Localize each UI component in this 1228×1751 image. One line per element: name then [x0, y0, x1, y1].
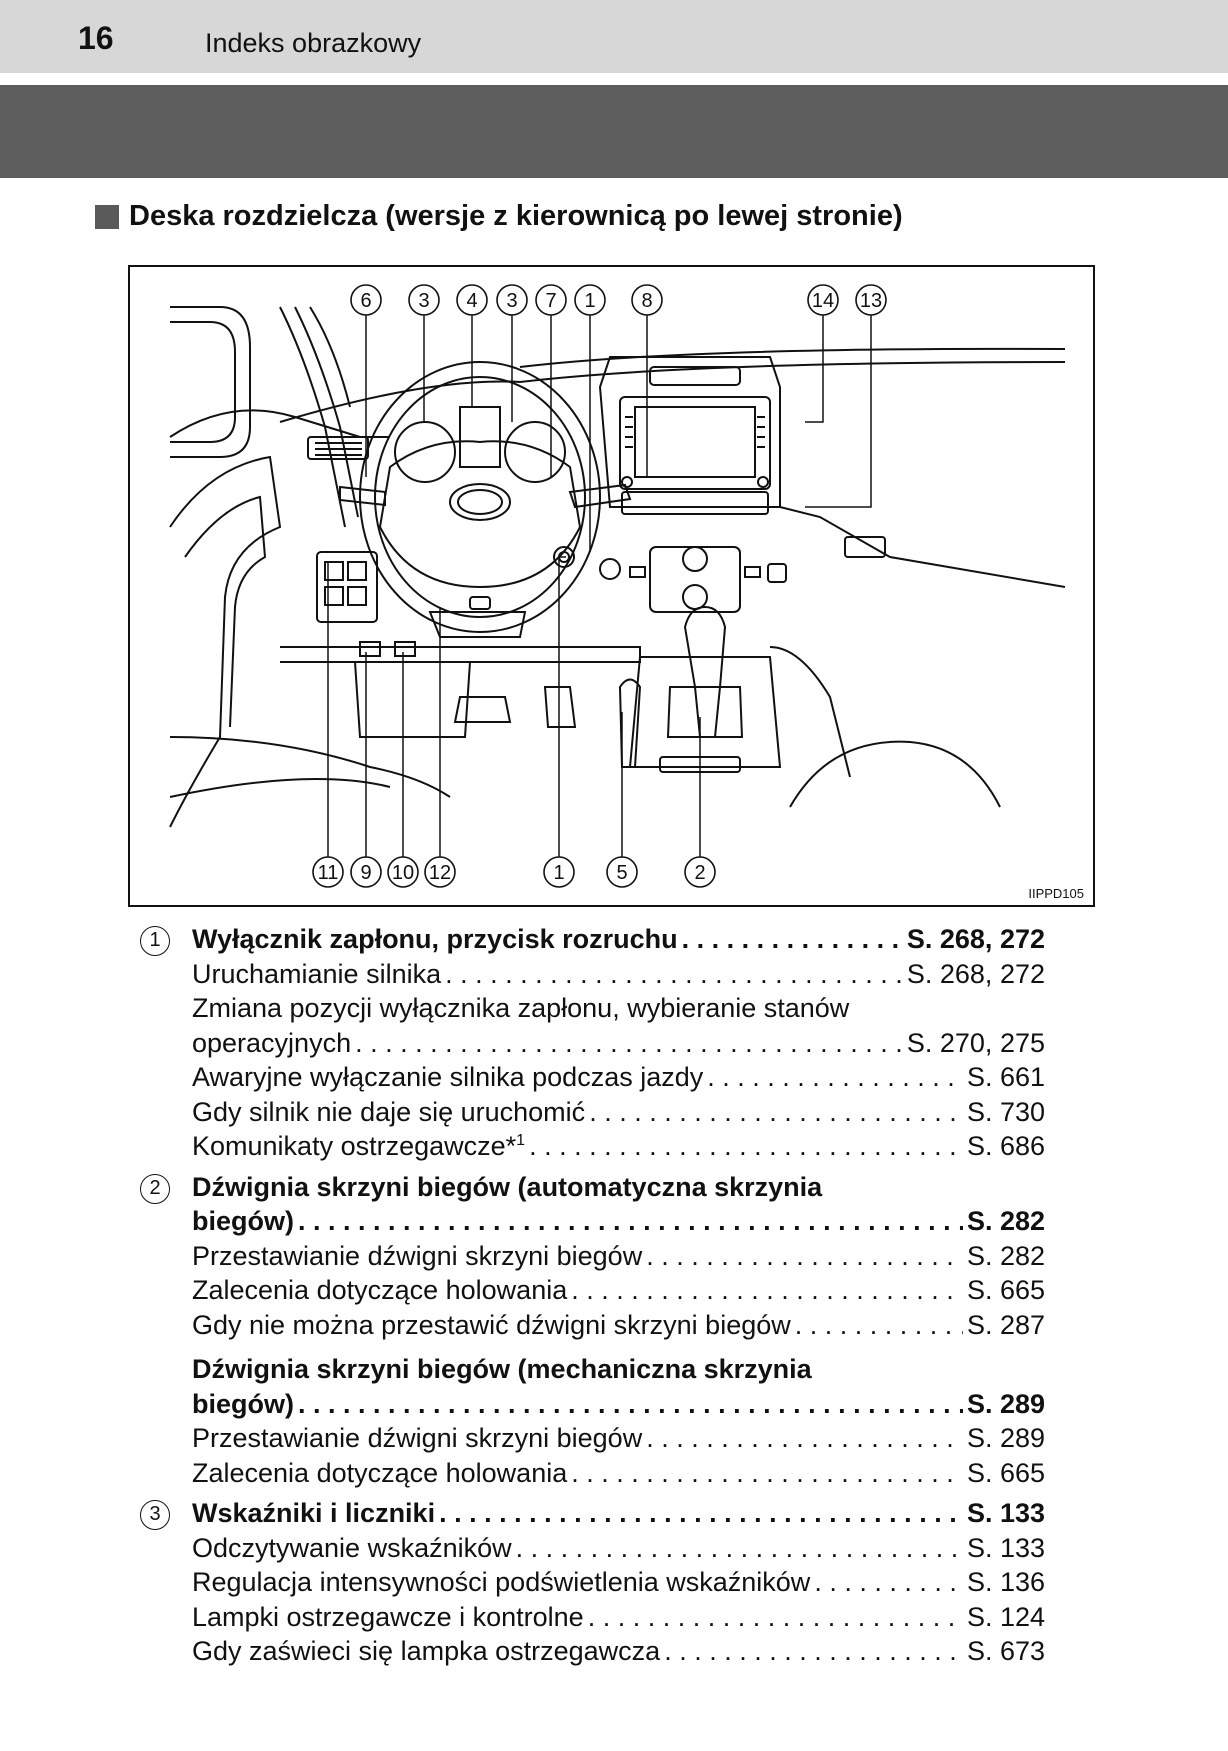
footnote-marker: 1	[516, 1132, 526, 1149]
leader-dots	[298, 1204, 963, 1239]
accelerator-pedal-shape	[545, 687, 575, 727]
entry-number-badge: 2	[140, 1174, 170, 1204]
index-entry-1	[140, 922, 1045, 1164]
page-ref: S. 665	[966, 1457, 1045, 1488]
leader-dots	[571, 1456, 963, 1491]
leader-dots	[298, 1387, 963, 1422]
leader-dots	[589, 1095, 963, 1130]
leader-dots	[646, 1421, 963, 1456]
section-heading	[95, 200, 903, 233]
sub-entry-text: Przestawianie dźwigni skrzyni biegów	[192, 1240, 643, 1271]
page-ref: S. 136	[966, 1567, 1045, 1597]
entry-title-row	[140, 1496, 1045, 1531]
header-bar	[0, 0, 1228, 73]
callout-8-top: 8	[641, 290, 653, 312]
callout-6-top: 6	[360, 290, 372, 312]
entry-number-badge: 3	[140, 1500, 170, 1530]
callout-7-top: 7	[545, 290, 557, 312]
leader-dots	[588, 1600, 963, 1635]
callout-2-bottom: 2	[694, 862, 706, 884]
sub-entry-row	[140, 1600, 1045, 1635]
top-callouts	[351, 285, 886, 315]
leader-dots	[664, 1634, 963, 1669]
infotainment-screen-shape	[635, 407, 755, 477]
sub-entry-text: Lampki ostrzegawcze i kontrolne	[192, 1601, 584, 1632]
sub-entry-text: Awaryjne wyłączanie silnika podczas jazdy	[192, 1062, 704, 1092]
heading-square-icon	[95, 205, 119, 229]
bottom-callouts	[313, 857, 715, 887]
manual-title-row	[140, 1352, 1045, 1387]
sub-entry-text	[192, 1129, 525, 1164]
callout-5-bottom: 5	[616, 862, 628, 884]
decorative-band	[0, 85, 1228, 178]
leader-dots	[795, 1308, 963, 1343]
page-ref: S. 268, 272	[906, 924, 1045, 954]
sub-entry-text: Uruchamianie silnika	[192, 958, 442, 989]
sub-entry-row	[140, 1095, 1045, 1130]
page-number: 16	[78, 20, 114, 56]
sub-entry-text-main: Komunikaty ostrzegawcze*	[192, 1131, 517, 1161]
leader-dots	[682, 922, 903, 957]
sub-entry-row	[140, 1421, 1045, 1456]
leader-dots	[814, 1565, 963, 1600]
leader-dots	[571, 1273, 963, 1308]
callout-14-top: 14	[811, 290, 835, 312]
manual-title: Dźwignia skrzyni biegów (mechaniczna skrzynia	[192, 1354, 812, 1384]
page-ref: S. 665	[966, 1275, 1045, 1305]
sub-entry-text: Przestawianie dźwigni skrzyni biegów	[192, 1423, 643, 1453]
entry-title-continued: biegów)	[192, 1206, 294, 1236]
callout-10-bottom: 10	[391, 862, 415, 884]
leader-dots	[439, 1496, 963, 1531]
page-ref: S. 289	[966, 1388, 1045, 1419]
page-ref: S. 289	[966, 1423, 1045, 1453]
left-gauge-shape	[395, 422, 455, 482]
sub-entry-row	[140, 1239, 1045, 1274]
dashboard-drawing	[130, 267, 1095, 907]
sub-entry-text: Zalecenia dotyczące holowania	[192, 1275, 568, 1305]
index-list	[140, 922, 1045, 1675]
page-ref: S. 133	[966, 1498, 1045, 1528]
index-entry-3	[140, 1496, 1045, 1669]
sub-entry-row	[140, 1565, 1045, 1600]
sub-entry-row	[140, 1060, 1045, 1095]
manual-title-row-continued	[140, 1387, 1045, 1422]
callout-3-top-b: 3	[506, 290, 518, 312]
sub-entry-text: Gdy silnik nie daje się uruchomić	[192, 1096, 586, 1127]
callout-12-bottom: 12	[428, 862, 452, 884]
steering-wheel-shape	[360, 362, 600, 632]
page-ref: S. 287	[966, 1309, 1045, 1340]
sub-entry-text: Regulacja intensywności podświetlenia wskaźników	[192, 1567, 811, 1597]
page-ref: S. 661	[966, 1062, 1045, 1092]
callout-11-bottom: 11	[317, 862, 339, 884]
page-ref: S. 268, 272	[906, 958, 1045, 989]
entry-title: Wyłącznik zapłonu, przycisk rozruchu	[192, 924, 678, 954]
sub-entry-row	[140, 1531, 1045, 1566]
leader-dots	[529, 1129, 963, 1164]
callout-4-top: 4	[466, 290, 478, 312]
center-display-shape	[460, 407, 500, 467]
index-entry-2	[140, 1170, 1045, 1491]
sub-entry-row	[140, 957, 1045, 992]
callout-13-top: 13	[859, 290, 883, 312]
section-title: Deska rozdzielcza (wersje z kierownicą po lewej stronie)	[129, 200, 903, 232]
entry-title-row	[140, 1170, 1045, 1205]
entry-title: Dźwignia skrzyni biegów (automatyczna skrzynia	[192, 1171, 823, 1202]
entry-title-row	[140, 922, 1045, 957]
brake-pedal-shape	[455, 697, 510, 722]
center-stack-shape	[600, 357, 780, 507]
callout-3-top-a: 3	[418, 290, 430, 312]
dashboard-illustration	[128, 265, 1095, 907]
gear-lever-shape	[685, 607, 725, 737]
page-ref: S. 282	[966, 1206, 1045, 1236]
sub-entry-row	[140, 1026, 1045, 1061]
page-ref: S. 124	[966, 1601, 1045, 1632]
glovebox-handle-shape	[845, 537, 885, 557]
leader-dots	[445, 957, 903, 992]
sub-entry-text-continued: operacyjnych	[192, 1027, 352, 1058]
sub-entry-text: Odczytywanie wskaźników	[192, 1532, 512, 1563]
page-ref: S. 730	[966, 1096, 1045, 1127]
sub-entry-text: Zmiana pozycji wyłącznika zapłonu, wybieranie stanów	[192, 993, 850, 1023]
sub-entry-text: Gdy zaświeci się lampka ostrzegawcza	[192, 1636, 661, 1666]
figure-code: IIPPD105	[1028, 886, 1084, 901]
right-gauge-shape	[505, 422, 565, 482]
callout-1-top: 1	[584, 290, 596, 312]
page-ref: S. 270, 275	[906, 1027, 1045, 1058]
manual-title-continued: biegów)	[192, 1388, 294, 1419]
sub-entry-row	[140, 1129, 1045, 1164]
leader-dots	[707, 1060, 963, 1095]
side-mirror-shape	[170, 307, 250, 457]
page-ref: S. 282	[966, 1240, 1045, 1271]
sub-entry-row	[140, 1273, 1045, 1308]
page-ref: S. 673	[966, 1636, 1045, 1666]
climate-panel-shape	[650, 547, 740, 612]
sub-entry-text: Zalecenia dotyczące holowania	[192, 1457, 568, 1488]
chapter-title: Indeks obrazkowy	[205, 28, 422, 58]
sub-entry-row	[140, 1308, 1045, 1343]
sub-entry-row	[140, 1634, 1045, 1669]
entry-title: Wskaźniki i liczniki	[192, 1498, 436, 1528]
leader-dots	[516, 1531, 963, 1566]
sub-entry-row	[140, 991, 1045, 1026]
leader-dots	[355, 1026, 903, 1061]
page-ref: S. 133	[966, 1532, 1045, 1563]
entry-number-badge: 1	[140, 926, 170, 956]
callout-1-bottom: 1	[553, 862, 565, 884]
page-ref: S. 686	[966, 1131, 1045, 1161]
callout-9-bottom: 9	[360, 862, 372, 884]
sub-entry-row	[140, 1456, 1045, 1491]
leader-dots	[646, 1239, 963, 1274]
entry-title-row-continued	[140, 1204, 1045, 1239]
sub-entry-text: Gdy nie można przestawić dźwigni skrzyni biegów	[192, 1309, 791, 1340]
